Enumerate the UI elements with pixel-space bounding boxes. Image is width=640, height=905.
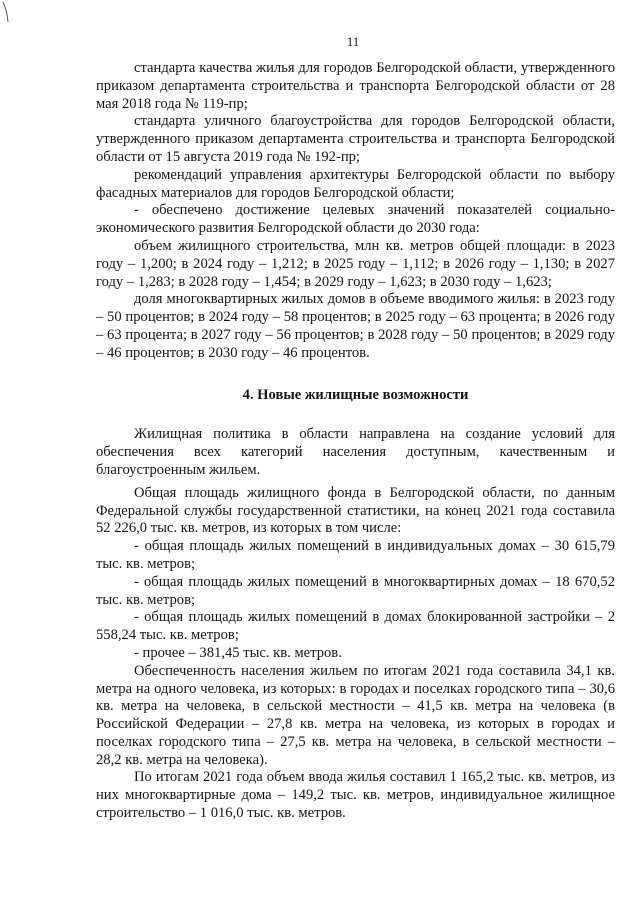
page-number: 11 <box>346 34 360 49</box>
paragraph-target-indicators: - обеспечено достижение целевых значений показателей социально-экономического развития Белгородской области до 2030 года: <box>96 202 615 237</box>
section-heading: 4. Новые жилищные возможности <box>242 386 469 403</box>
list-item-blocked-houses: - общая площадь жилых помещений в домах блокированной застройки – 2 558,24 тыс. кв. метров; <box>96 609 615 644</box>
paragraph-housing-commissioning: По итогам 2021 года объем ввода жилья составил 1 165,2 тыс. кв. метров, из них многоквартирные дома – 149,2 тыс. кв. метров, индивидуальное жилищное строительство – 1 016,0 тыс. кв. метров. <box>96 769 615 822</box>
paragraph-total-housing-area: Общая площадь жилищного фонда в Белгородской области, по данным Федеральной службы государственной статистики, на конец 2021 года составила 52 226,0 тыс. кв. метров, из которых в том числе: <box>96 484 615 537</box>
paragraph-standard-street-improvement: стандарта уличного благоустройства для городов Белгородской области, утвержденного приказом департамента строительства и транспорта Белгородской области от 15 августа 2019 года № 192-пр; <box>96 113 615 165</box>
paragraph-apartment-share: доля многоквартирных жилых домов в объеме вводимого жилья: в 2023 году – 50 процентов; в 2024 году – 58 процентов; в 2025 году – 63 процента; в 2026 году – 63 процента; в 2027 году – 56 процентов; в 2028 году – 50 процентов; в 2029 году – 46 процентов; в 2030 году – 46 процентов. <box>96 291 615 361</box>
list-item-individual-houses: - общая площадь жилых помещений в индивидуальных домах – 30 615,79 тыс. кв. метров; <box>96 538 615 572</box>
paragraph-housing-policy: Жилищная политика в области направлена на создание условий для обеспечения всех категорий населения доступным, качественным и благоустроенным жильем. <box>96 426 615 478</box>
paragraph-construction-volume: объем жилищного строительства, млн кв. метров общей площади: в 2023 году – 1,200; в 2024 году – 1,212; в 2025 году – 1,112; в 2026 году – 1,130; в 2027 году – 1,283; в 2028 году – 1,454; в 2029 году – 1,623; в 2030 году – 1,623; <box>96 237 615 290</box>
document-body <box>96 60 615 823</box>
list-item-apartment-buildings: - общая площадь жилых помещений в многоквартирных домах – 18 670,52 тыс. кв. метров; <box>96 573 615 608</box>
paragraph-standard-housing-quality: стандарта качества жилья для городов Белгородской области, утвержденного приказом департамента строительства и транспорта Белгородской области от 28 мая 2018 года № 119-пр; <box>96 60 615 112</box>
scan-mark <box>2 0 10 30</box>
list-item-other: - прочее – 381,45 тыс. кв. метров. <box>134 644 342 661</box>
paragraph-housing-provision: Обеспеченность населения жильем по итогам 2021 года составила 34,1 кв. метра на одного человека, из которых: в городах и поселках городского типа – 30,6 кв. метра на человека, в сельской местности – 41,5 кв. метра на человека (в Российской Федерации – 27,8 кв. метра на человека, из которых в городах и поселках городского типа – 27,5 кв. метра на человека, в сельской местности – 28,2 кв. метра на человека). <box>96 662 615 768</box>
paragraph-architecture-recommendations: рекомендаций управления архитектуры Белгородской области по выбору фасадных материалов для городов Белгородской области; <box>96 166 615 201</box>
